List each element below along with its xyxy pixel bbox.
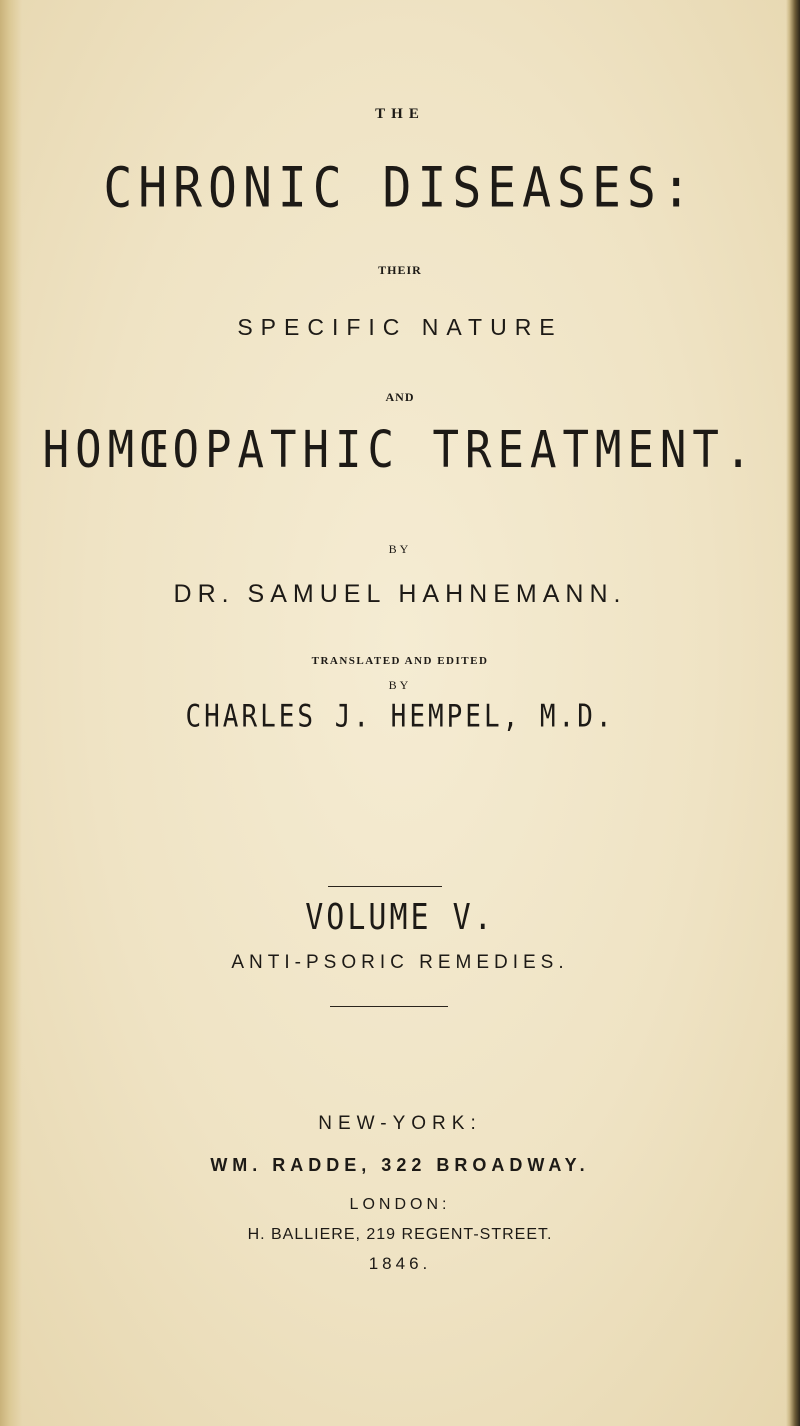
divider-rule-bottom xyxy=(330,1006,448,1007)
by-author-label: BY xyxy=(388,542,412,556)
their-label: THEIR xyxy=(378,263,422,277)
editor-name: CHARLES J. HEMPEL, M.D. xyxy=(185,699,615,735)
author-name: DR. SAMUEL HAHNEMANN. xyxy=(173,580,627,608)
divider-rule-top xyxy=(328,886,442,887)
imprint-city-london: LONDON: xyxy=(349,1196,451,1213)
title-article: THE xyxy=(375,106,425,122)
and-label: AND xyxy=(385,390,415,404)
translated-edited-label: TRANSLATED AND EDITED xyxy=(311,655,489,667)
treatment-title: HOMŒOPATHIC TREATMENT. xyxy=(42,421,758,480)
by-editor-label: BY xyxy=(388,678,412,692)
imprint-year: 1846. xyxy=(368,1254,432,1273)
book-title: CHRONIC DISEASES: xyxy=(103,155,697,221)
imprint-publisher-london: H. BALLIERE, 219 REGENT-STREET. xyxy=(247,1226,553,1243)
volume-heading: VOLUME V. xyxy=(305,896,495,939)
imprint-publisher-new-york: WM. RADDE, 322 BROADWAY. xyxy=(210,1155,590,1175)
specific-nature-line: SPECIFIC NATURE xyxy=(237,314,563,340)
imprint-city-new-york: NEW-YORK: xyxy=(318,1113,482,1134)
volume-subtitle: ANTI-PSORIC REMEDIES. xyxy=(231,952,569,973)
